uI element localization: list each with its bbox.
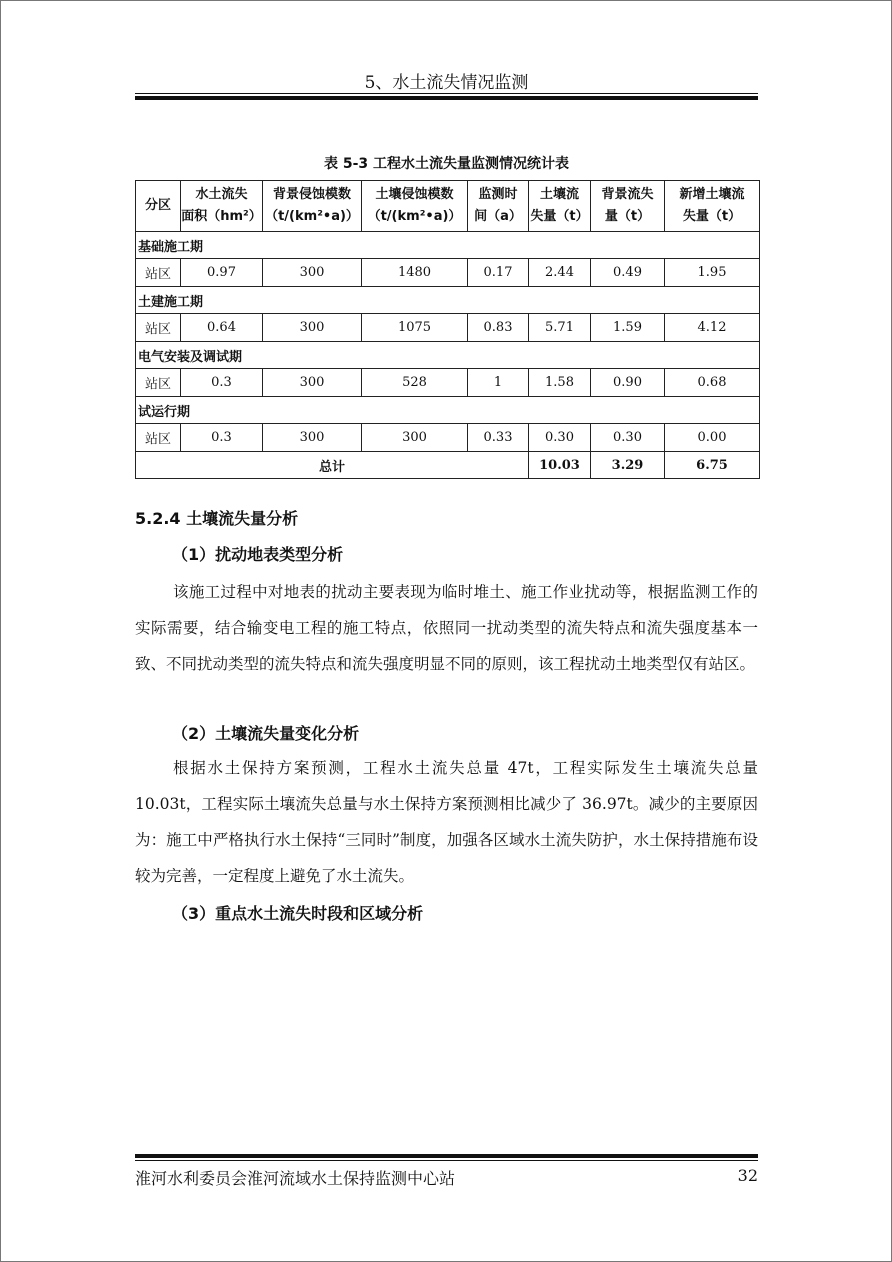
cell-soil-loss: 0.30	[529, 424, 591, 452]
cell-soil-modulus: 1075	[362, 314, 468, 342]
cell-area: 0.97	[181, 259, 263, 287]
header-rule-thick	[135, 96, 758, 100]
cell-new-loss: 4.12	[665, 314, 760, 342]
cell-new-loss: 1.95	[665, 259, 760, 287]
period-label: 基础施工期	[136, 232, 760, 259]
cell-soil-modulus: 1480	[362, 259, 468, 287]
col-header-zone: 分区	[136, 181, 181, 232]
section-heading: 5.2.4 土壤流失量分析	[135, 509, 299, 528]
table-row	[136, 424, 760, 452]
col-header-new-loss: 新增土壤流 失量（t）	[665, 181, 760, 232]
cell-bg-loss: 1.59	[591, 314, 665, 342]
table-row	[136, 259, 760, 287]
cell-new-loss: 0.00	[665, 424, 760, 452]
cell-bg-loss: 0.49	[591, 259, 665, 287]
table-caption: 表 5-3 工程水土流失量监测情况统计表	[323, 156, 570, 172]
cell-soil-modulus: 300	[362, 424, 468, 452]
table-row	[136, 369, 760, 397]
period-label: 试运行期	[136, 397, 760, 424]
cell-zone: 站区	[136, 314, 181, 342]
cell-soil-loss: 2.44	[529, 259, 591, 287]
footer-rule-thick	[135, 1154, 758, 1158]
col-header-duration: 监测时 间（a）	[468, 181, 529, 232]
cell-duration: 0.17	[468, 259, 529, 287]
col-header-area: 水土流失 面积（hm²）	[181, 181, 263, 232]
period-row	[136, 287, 760, 314]
col-header-bg-loss: 背景流失 量（t）	[591, 181, 665, 232]
cell-zone: 站区	[136, 259, 181, 287]
total-new-loss: 6.75	[665, 452, 760, 479]
cell-area: 0.64	[181, 314, 263, 342]
subsection-heading: （1）扰动地表类型分析	[172, 545, 344, 564]
cell-bg-modulus: 300	[263, 259, 362, 287]
chapter-header: 5、水土流失情况监测	[364, 73, 529, 93]
period-label: 土建施工期	[136, 287, 760, 314]
footer-organization: 淮河水利委员会淮河流域水土保持监测中心站	[135, 1169, 456, 1188]
cell-bg-loss: 0.90	[591, 369, 665, 397]
cell-bg-modulus: 300	[263, 424, 362, 452]
page-number: 32	[737, 1166, 758, 1185]
cell-soil-loss: 1.58	[529, 369, 591, 397]
cell-duration: 1	[468, 369, 529, 397]
subsection-heading: （2）土壤流失量变化分析	[172, 724, 360, 743]
cell-soil-modulus: 528	[362, 369, 468, 397]
table-row	[136, 314, 760, 342]
cell-duration: 0.33	[468, 424, 529, 452]
col-header-soil-loss: 土壤流 失量（t）	[529, 181, 591, 232]
body-paragraph: 该施工过程中对地表的扰动主要表现为临时堆土、施工作业扰动等，根据监测工作的实际需要，结合输变电工程的施工特点，依照同一扰动类型的流失特点和流失强度基本一致、不同扰动类型的流失特点和流失强度明显不同的原则，该工程扰动土地类型仅有站区。	[135, 583, 758, 673]
cell-zone: 站区	[136, 369, 181, 397]
cell-new-loss: 0.68	[665, 369, 760, 397]
total-soil-loss: 10.03	[529, 452, 591, 479]
subsection-heading: （3）重点水土流失时段和区域分析	[172, 904, 424, 923]
total-bg-loss: 3.29	[591, 452, 665, 479]
footer-rule-thin	[135, 1160, 758, 1161]
total-label: 总计	[136, 452, 529, 479]
period-label: 电气安装及调试期	[136, 342, 760, 369]
header-rule-thin	[135, 93, 758, 94]
col-header-soil-modulus: 土壤侵蚀模数 （t/(km²•a)）	[362, 181, 468, 232]
col-header-bg-modulus: 背景侵蚀模数 （t/(km²•a)）	[263, 181, 362, 232]
table-header-row	[136, 181, 760, 232]
soil-loss-table	[135, 180, 760, 479]
period-row	[136, 342, 760, 369]
period-row	[136, 232, 760, 259]
cell-area: 0.3	[181, 424, 263, 452]
cell-soil-loss: 5.71	[529, 314, 591, 342]
cell-area: 0.3	[181, 369, 263, 397]
period-row	[136, 397, 760, 424]
body-paragraph: 根据水土保持方案预测，工程水土流失总量 47t，工程实际发生土壤流失总量 10.03t，工程实际土壤流失总量与水土保持方案预测相比减少了 36.97t。减少的主要原因为：施工中严格执行水土保持“三同时”制度，加强各区域水土流失防护，水土保持措施布设较为完善，一定程度上避免了水土流失。	[135, 759, 758, 885]
cell-zone: 站区	[136, 424, 181, 452]
total-row	[136, 452, 760, 479]
cell-bg-modulus: 300	[263, 314, 362, 342]
cell-bg-loss: 0.30	[591, 424, 665, 452]
cell-duration: 0.83	[468, 314, 529, 342]
cell-bg-modulus: 300	[263, 369, 362, 397]
